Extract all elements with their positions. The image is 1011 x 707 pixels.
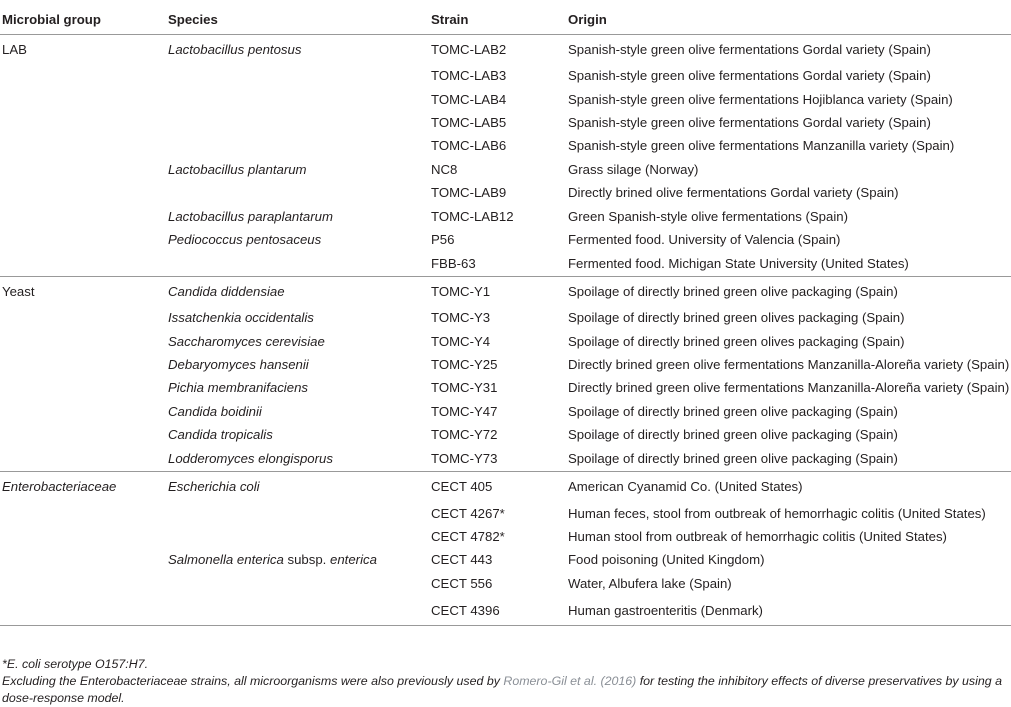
cell-strain: TOMC-Y4: [431, 333, 491, 349]
table-row: [0, 330, 1011, 353]
cell-strain: TOMC-Y47: [431, 403, 498, 419]
cell-species: [165, 87, 427, 110]
species-name: Pichia membranifaciens: [168, 380, 308, 396]
cell-origin: Spoilage of directly brined green olives packaging (Spain): [568, 333, 905, 349]
cell-microbial-group: [0, 501, 165, 524]
cell-strain: TOMC-LAB9: [431, 185, 507, 201]
cell-origin: Spoilage of directly brined green olive packaging (Spain): [568, 284, 898, 300]
header-strain: Strain: [427, 4, 566, 35]
cell-species: [165, 251, 427, 277]
table-row: [0, 423, 1011, 446]
species-name: Candida tropicalis: [168, 427, 273, 443]
cell-strain: TOMC-Y3: [431, 310, 491, 326]
table-row: [0, 501, 1011, 524]
cell-strain: TOMC-Y1: [431, 284, 491, 300]
cell-species: [165, 376, 427, 399]
header-microbial-group: Microbial group: [0, 4, 165, 35]
cell-origin: American Cyanamid Co. (United States): [568, 479, 803, 495]
cell-origin: Directly brined olive fermentations Gordal variety (Spain): [568, 185, 899, 201]
cell-strain: CECT 4782*: [431, 529, 505, 545]
cell-strain: TOMC-LAB12: [431, 208, 514, 224]
cell-strain: TOMC-LAB4: [431, 91, 507, 107]
strains-table: [0, 4, 1011, 626]
cell-strain: TOMC-Y73: [427, 446, 566, 472]
table-row: [0, 400, 1011, 423]
cell-species: [165, 64, 427, 87]
cell-origin: Spanish-style green olive fermentations Gordal variety (Spain): [568, 68, 931, 84]
table-row: [0, 228, 1011, 251]
cell-microbial-group: [0, 525, 165, 548]
cell-species: [165, 330, 427, 353]
table-row: [0, 376, 1011, 399]
cell-microbial-group: [0, 353, 165, 376]
cell-microbial-group: [0, 87, 165, 110]
footnote-text-end: for testing the inhibitory effects of diverse preservatives by using a dose-response model.: [2, 674, 1002, 705]
cell-species: [165, 400, 427, 423]
species-name: Escherichia coli: [168, 479, 260, 495]
species-subsp-label: subsp.: [283, 552, 331, 568]
cell-origin: Green Spanish-style olive fermentations (Spain): [568, 208, 849, 224]
cell-microbial-group: [0, 330, 165, 353]
cell-species: [165, 525, 427, 548]
table-row: [0, 306, 1011, 329]
cell-origin: Fermented food. Michigan State University (United States): [566, 251, 1011, 277]
cell-species: [165, 501, 427, 524]
table-row: [0, 251, 1011, 277]
species-name: Debaryomyces hansenii: [168, 357, 309, 373]
cell-species: [165, 35, 427, 65]
table-row: [0, 595, 1011, 626]
cell-microbial-group: LAB: [2, 42, 27, 57]
cell-species: [165, 111, 427, 134]
cell-strain: TOMC-LAB3: [431, 68, 507, 84]
cell-origin: Human stool from outbreak of hemorrhagic colitis (United States): [568, 529, 947, 545]
cell-microbial-group: [0, 204, 165, 227]
cell-microbial-group: [0, 111, 165, 134]
cell-species: [165, 472, 427, 502]
table-row: [0, 111, 1011, 134]
table-row: [0, 181, 1011, 204]
cell-strain: CECT 4267*: [431, 505, 505, 521]
header-origin: Origin: [566, 4, 1011, 35]
cell-strain: FBB-63: [427, 251, 566, 277]
cell-microbial-group: [0, 400, 165, 423]
table-row: [0, 548, 1011, 571]
table-row: [0, 87, 1011, 110]
footnote-text-start: Excluding the Enterobacteriaceae strains, all microorganisms were also previously used by: [2, 674, 504, 688]
cell-strain: CECT 556: [431, 575, 493, 591]
cell-microbial-group: Yeast: [2, 284, 35, 300]
table-row: [0, 204, 1011, 227]
footnote-exclusion: [2, 673, 1010, 707]
table-row: [0, 525, 1011, 548]
cell-microbial-group: [0, 376, 165, 399]
cell-origin: Spanish-style green olive fermentations Gordal variety (Spain): [568, 114, 931, 130]
table-header-row: [0, 4, 1011, 35]
cell-species: [165, 134, 427, 157]
cell-origin: Spanish-style green olive fermentations Gordal variety (Spain): [568, 42, 931, 57]
cell-species: [165, 595, 427, 626]
cell-origin: Spoilage of directly brined green olive packaging (Spain): [568, 403, 898, 419]
cell-strain: CECT 443: [431, 552, 493, 568]
table-row: [0, 353, 1011, 376]
cell-species: [165, 204, 427, 227]
cell-origin: Water, Albufera lake (Spain): [568, 575, 732, 591]
cell-origin: Directly brined green olive fermentations Manzanilla-Aloreña variety (Spain): [568, 380, 1010, 396]
cell-microbial-group: [0, 306, 165, 329]
cell-origin: Directly brined green olive fermentations Manzanilla-Aloreña variety (Spain): [568, 357, 1010, 373]
cell-strain: CECT 405: [431, 479, 493, 495]
species-name: Lodderomyces elongisporus: [168, 451, 333, 467]
cell-microbial-group: [0, 423, 165, 446]
cell-species: [165, 181, 427, 204]
cell-strain: TOMC-LAB2: [431, 42, 507, 57]
footnotes: [2, 656, 1010, 707]
cell-species: [165, 277, 427, 307]
cell-origin: Human gastroenteritis (Denmark): [566, 595, 1011, 626]
footnote-serotype: *E. coli serotype O157:H7.: [2, 657, 149, 671]
cell-origin: Fermented food. University of Valencia (Spain): [568, 231, 841, 247]
cell-microbial-group: [0, 228, 165, 251]
table-row: [0, 35, 1011, 65]
species-subspecies: enterica: [330, 552, 377, 568]
cell-strain: TOMC-LAB6: [431, 138, 507, 154]
cell-strain: CECT 4396: [427, 595, 566, 626]
cell-strain: TOMC-Y25: [431, 357, 498, 373]
table-row: [0, 472, 1011, 502]
cell-origin: Spanish-style green olive fermentations Hojiblanca variety (Spain): [568, 91, 953, 107]
cell-origin: Spoilage of directly brined green olive packaging (Spain): [568, 427, 898, 443]
cell-strain: TOMC-Y31: [431, 380, 498, 396]
cell-microbial-group: [0, 548, 165, 571]
cell-microbial-group: [0, 64, 165, 87]
species-name: Lactobacillus pentosus: [168, 42, 302, 57]
table-row: [0, 446, 1011, 472]
cell-strain: NC8: [431, 161, 458, 177]
header-species: Species: [165, 4, 427, 35]
cell-origin: Spoilage of directly brined green olive packaging (Spain): [566, 446, 1011, 472]
species-name: Candida diddensiae: [168, 284, 285, 300]
cell-microbial-group: [0, 251, 165, 277]
cell-species: [165, 572, 427, 595]
cell-microbial-group: [0, 134, 165, 157]
species-name: Lactobacillus paraplantarum: [168, 208, 333, 224]
cell-microbial-group: Enterobacteriaceae: [2, 479, 117, 495]
cell-species: [165, 548, 427, 571]
species-name: Issatchenkia occidentalis: [168, 310, 314, 326]
cell-microbial-group: [0, 181, 165, 204]
cell-species: [165, 446, 427, 472]
species-name: Pediococcus pentosaceus: [168, 231, 322, 247]
cell-strain: TOMC-LAB5: [431, 114, 507, 130]
cell-origin: Spanish-style green olive fermentations Manzanilla variety (Spain): [568, 138, 955, 154]
table-body: [0, 35, 1011, 626]
table-row: [0, 572, 1011, 595]
cell-species: [165, 158, 427, 181]
cell-species: [165, 353, 427, 376]
cell-microbial-group: [0, 572, 165, 595]
cell-microbial-group: [0, 595, 165, 626]
species-name: Candida boidinii: [168, 403, 262, 419]
cell-origin: Spoilage of directly brined green olives packaging (Spain): [568, 310, 905, 326]
cell-strain: P56: [431, 231, 455, 247]
table-row: [0, 277, 1011, 307]
cell-species: [165, 423, 427, 446]
cell-origin: Food poisoning (United Kingdom): [568, 552, 765, 568]
citation-link[interactable]: Romero-Gil et al. (2016): [503, 674, 637, 688]
cell-microbial-group: [0, 158, 165, 181]
cell-origin: Grass silage (Norway): [568, 161, 699, 177]
table-row: [0, 64, 1011, 87]
cell-microbial-group: [0, 446, 165, 472]
species-name: Salmonella enterica: [168, 552, 284, 568]
table-row: [0, 158, 1011, 181]
table-row: [0, 134, 1011, 157]
species-name: Lactobacillus plantarum: [168, 161, 307, 177]
species-name: Saccharomyces cerevisiae: [168, 333, 325, 349]
cell-strain: TOMC-Y72: [431, 427, 498, 443]
cell-origin: Human feces, stool from outbreak of hemorrhagic colitis (United States): [568, 505, 986, 521]
cell-species: [165, 306, 427, 329]
cell-species: [165, 228, 427, 251]
